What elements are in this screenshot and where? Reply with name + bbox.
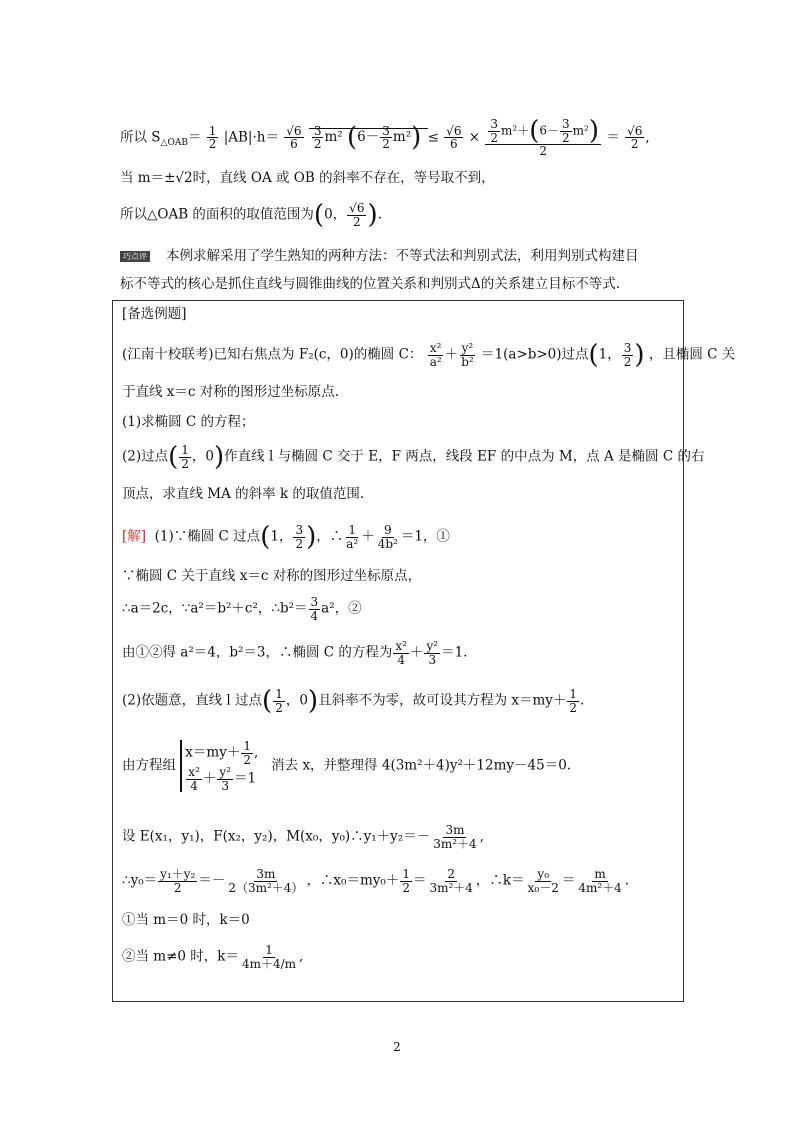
solution-line-5: (2)依题意，直线 l 过点( $\frac{1}{2}$ ，0)且斜率不为零，故可设其方程为 x＝my＋ $\frac{1}{2}$ . [122, 686, 585, 717]
solution-line-10: ②当 m≠0 时，k＝ $\frac{1}{4m+4/m}$ , [122, 943, 304, 971]
solution-line-8: ∴y₀＝ $\frac{\text{y₁＋y₂}}{2}$ ＝－ $\frac{3m}{\text{2（3m²＋4）}}$ ，∴x₀＝my₀＋ $\frac{1}{2}$ ＝ $\frac{2}{\text{3m²＋4}}$ ，∴k＝ $\frac{\text{y₀}}{\text{x₀－2}}$ ＝ $\frac{m}{\text{4m²＋4}}$ . [122, 867, 630, 895]
solution-line-7: 设 E(x₁，y₁)，F(x₂，y₂)，M(x₀，y₀)∴y₁＋y₂＝－ $\frac{3m}{\text{3m²＋4}}$ , [122, 823, 484, 851]
question-1: (1)求椭圆 C 的方程； [122, 414, 255, 430]
problem-line-1: (江南十校联考)已知右焦点为 F₂(c，0)的椭圆 C： $\frac{\text{x²}}{\text{a²}}$ ＋ $\frac{\text{y²}}{\text{b²}}$ ＝1(a>b>0)过点(1， $\frac{3}{2}$ ) ，且椭圆 C 关 [122, 340, 736, 371]
solution-tag: [解] [122, 528, 147, 545]
problem-line-2: 于直线 x＝c 对称的图形过坐标原点. [122, 384, 340, 400]
solution-line-4: 由①②得 a²＝4，b²＝3，∴椭圆 C 的方程为 $\frac{\text{x²}}{4}$ ＋ $\frac{\text{y²}}{3}$ ＝1. [122, 639, 468, 667]
equation-system: x＝my＋ $\frac{1}{2}$ , $\frac{\text{x²}}{4}$ ＋ $\frac{\text{y²}}{3}$ ＝1 [180, 740, 258, 792]
area-range-line: 所以△OAB 的面积的取值范围为(0， $\frac{√6}{2}$ ). [120, 200, 382, 231]
solution-line-1: [解] (1)∵椭圆 C 过点(1， $\frac{3}{2}$ )，∴ $\frac{1}{\text{a²}}$ ＋ $\frac{9}{\text{4b²}}$ ＝1，① [122, 522, 450, 553]
fraction: $\frac{√6}{6}$ [286, 123, 302, 152]
solution-line-2: ∵椭圆 C 关于直线 x＝c 对称的图形过坐标原点， [122, 568, 422, 584]
area-inequality-line: 所以 $S_{\triangle OAB}=$ $\frac{1}{2}$ |AB|·h＝ $\frac{√6}{6}$ $\frac{3}{2}$ m² (6－ $\frac{3}{2}$ m²) ≤ $\frac{√6}{6}$ × $\frac{3}{2}$ m²＋(6－ $\frac{3}{2}$ m²) 2 ＝ $\frac{√6}{2}$ , [120, 116, 650, 159]
question-2-line-1: (2)过点( $\frac{1}{2}$ ，0)作直线 l 与椭圆 C 交于 E，F 两点，线段 EF 的中点为 M，点 A 是椭圆 C 的右 [122, 442, 705, 473]
example-title: [备选例题] [122, 306, 187, 322]
big-fraction: $\frac{3}{2}$ m²＋(6－ $\frac{3}{2}$ m²) 2 [485, 118, 601, 158]
solution-line-9: ①当 m＝0 时，k＝0 [122, 912, 250, 928]
equality-note: 当 m＝±√2时，直线 OA 或 OB 的斜率不存在，等号取不到， [120, 170, 495, 186]
question-2-line-2: 顶点，求直线 MA 的斜率 k 的取值范围. [122, 486, 365, 502]
comment-line-2: 标不等式的核心是抓住直线与圆锥曲线的位置关系和判别式Δ的关系建立目标不等式. [120, 276, 621, 292]
sqrt-expression: $\frac{3}{2}$ m² (6－ $\frac{3}{2}$ m²) [309, 128, 428, 145]
solution-line-6: 由方程组 x＝my＋ $\frac{1}{2}$ , $\frac{\text{x²}}{4}$ ＋ $\frac{\text{y²}}{3}$ ＝1 消去 x，并整理得 4(3m²＋4)y²＋12my－45＝0. [122, 739, 572, 793]
page-number: 2 [393, 1040, 401, 1054]
comment-tag: 巧点评 [120, 251, 150, 263]
fraction: $\frac{1}{2}$ [208, 123, 217, 152]
comment-line-1: 巧点评 本例求解采用了学生熟知的两种方法：不等式法和判别式法，利用判别式构建目 [120, 248, 639, 264]
solution-line-3: ∴a＝2c，∵a²＝b²＋c²，∴b²＝ $\frac{3}{4}$ a²，② [122, 595, 362, 623]
